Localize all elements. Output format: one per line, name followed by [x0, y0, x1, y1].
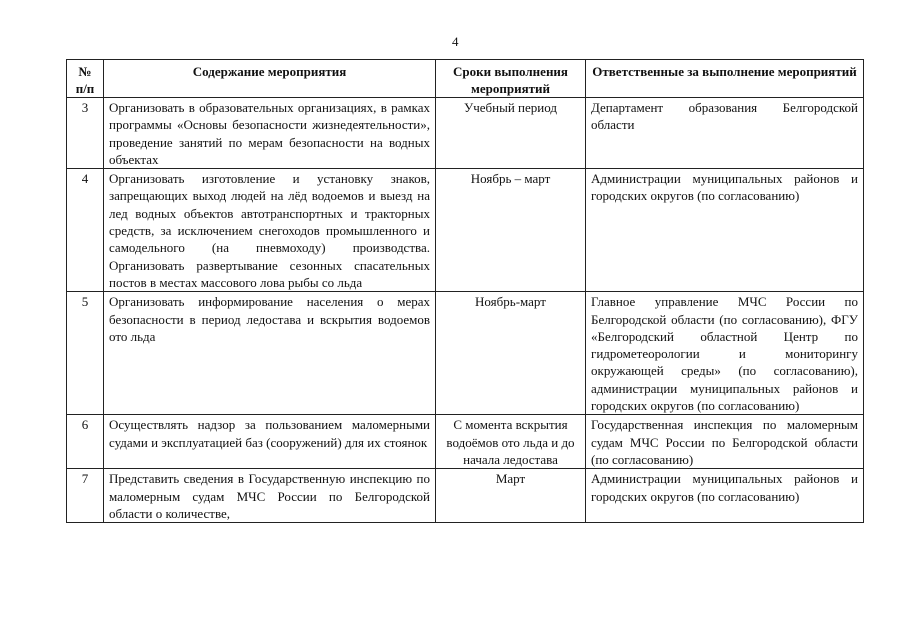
- row-responsible: Администрации муниципальных районов и городских округов (по согласованию): [586, 169, 864, 292]
- page-number: 4: [452, 34, 459, 49]
- row-content: Осуществлять надзор за пользованием маломерными судами и эксплуатацией баз (сооружений) для их стоянок: [104, 415, 436, 469]
- row-deadline: Ноябрь-март: [436, 292, 586, 415]
- row-deadline: Учебный период: [436, 98, 586, 169]
- row-content: Представить сведения в Государственную инспекцию по маломерным судам МЧС России по Белгородской области о количестве,: [104, 469, 436, 523]
- row-responsible: Администрации муниципальных районов и городских округов (по согласованию): [586, 469, 864, 523]
- row-responsible: Департамент образования Белгородской области: [586, 98, 864, 169]
- row-content: Организовать в образовательных организациях, в рамках программы «Основы безопасности жизнедеятельности», проведение занятий по мерам безопасности на водных объектах: [104, 98, 436, 169]
- header-content: Содержание мероприятия: [104, 60, 436, 98]
- events-table: [66, 59, 864, 523]
- row-responsible: Государственная инспекция по маломерным судам МЧС России по Белгородской области (по согласованию): [586, 415, 864, 469]
- row-deadline: Ноябрь – март: [436, 169, 586, 292]
- row-content: Организовать информирование населения о мерах безопасности в период ледостава и вскрытия водоемов ото льда: [104, 292, 436, 415]
- row-content: Организовать изготовление и установку знаков, запрещающих выход людей на лёд водоемов и выезд на лед водных объектов автотранспортных и тракторных средств, за исключением снегоходов промышленного и самодельного (на пневмоходу) производства. Организовать развертывание сезонных спасательных постов в местах массового лова рыбы со льда: [104, 169, 436, 292]
- table-row: [67, 169, 864, 292]
- row-num: 6: [67, 415, 104, 469]
- table-row: [67, 98, 864, 169]
- header-deadline: Сроки выполнения мероприятий: [436, 60, 586, 98]
- row-responsible: Главное управление МЧС России по Белгородской области (по согласованию), ФГУ «Белгородский областной Центр по гидрометеорологии и мониторингу окружающей среды» (по согласованию), администрации муниципальных районов и городских округов (по согласованию): [586, 292, 864, 415]
- row-deadline: Март: [436, 469, 586, 523]
- row-deadline: С момента вскрытия водоёмов ото льда и до начала ледостава: [436, 415, 586, 469]
- row-num: 5: [67, 292, 104, 415]
- row-num: 4: [67, 169, 104, 292]
- table-row: [67, 292, 864, 415]
- row-num: 7: [67, 469, 104, 523]
- table-row: [67, 415, 864, 469]
- table-header-row: [67, 60, 864, 98]
- header-num: № п/п: [67, 60, 104, 98]
- row-num: 3: [67, 98, 104, 169]
- table-row: [67, 469, 864, 523]
- header-responsible: Ответственные за выполнение мероприятий: [586, 60, 864, 98]
